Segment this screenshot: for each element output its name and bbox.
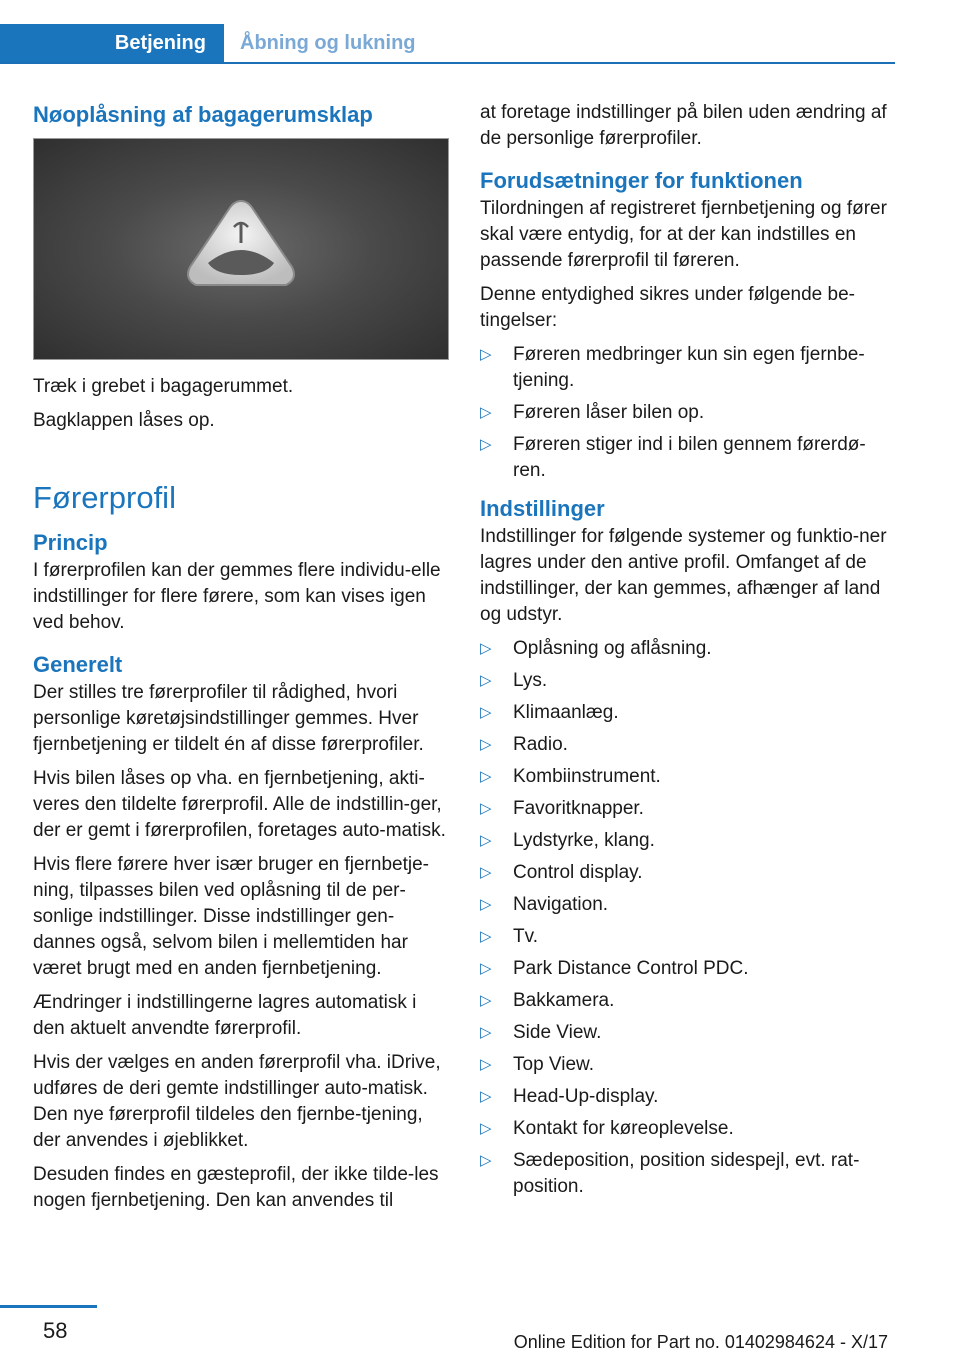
list-item: ▷ Control display. [480,860,895,886]
text-pull-handle: Træk i grebet i bagagerummet. [33,376,294,397]
list-item: ▷ Klimaanlæg. [480,700,895,726]
heading-driver-profile: Førerprofil [33,480,176,515]
triangle-bullet-icon: ▷ [480,1056,492,1073]
triangle-bullet-icon: ▷ [480,992,492,1009]
text-tailgate-unlocks: Bagklappen låses op. [33,410,215,431]
list-item: ▷ Park Distance Control PDC. [480,956,895,982]
list-item: ▷ Oplåsning og aflåsning. [480,636,895,662]
heading-settings: Indstillinger [480,496,605,521]
list-item: ▷ Føreren låser bilen op. [480,400,895,426]
list-item: ▷ Navigation. [480,892,895,918]
text-settings: Indstillinger for følgende systemer og funktio-ner lagres under den antive profil. Omfanget af de indstillinger, der kan gemmes, afhænger af land og udstyr. [480,526,887,625]
conditions-list [480,342,895,484]
text-continuation: at foretage indstillinger på bilen uden ændring af de personlige førerprofiler. [480,102,887,149]
settings-list [480,636,895,1200]
text-principle: I førerprofilen kan der gemmes flere individu-elle indstillinger for flere førere, som kan vises igen ved behov. [33,560,441,633]
section-spacer [33,442,448,478]
triangle-bullet-icon: ▷ [480,1152,492,1169]
left-column [33,100,448,1222]
heading-prerequisites: Forudsætninger for funktionen [480,168,803,193]
text-general-2: Hvis bilen låses op vha. en fjernbetjening, akti-veres den tildelte førerprofil. Alle de indstillin-ger, der er gemt i førerprofilen, foretages auto-matisk. [33,768,446,841]
list-item: ▷ Sædeposition, position sidespejl, evt. rat-position. [480,1150,860,1197]
triangle-bullet-icon: ▷ [480,346,492,363]
text-prerequisites-1: Tilordningen af registreret fjernbetjening og fører skal være entydig, for at der kan indstilles en passende førerprofil til føreren. [480,198,887,271]
list-item: ▷ Top View. [480,1052,895,1078]
text-general-3: Hvis flere førere hver især bruger en fjernbetje-ning, tilpasses bilen ved oplåsning til de per-sonlige indstillinger. Disse indstillinger gen-dannes også, selvom bilen i mellemtiden har været brugt med en anden fjernbetjening. [33,854,429,979]
list-item: ▷ Lydstyrke, klang. [480,828,895,854]
triangle-bullet-icon: ▷ [480,1024,492,1041]
footer-edition: Online Edition for Part no. 01402984624 - X/17 [513,1332,888,1352]
triangle-bullet-icon: ▷ [480,704,492,721]
triangle-bullet-icon: ▷ [480,436,492,453]
tailgate-release-handle-icon [34,139,448,359]
triangle-bullet-icon: ▷ [480,672,492,689]
triangle-bullet-icon: ▷ [480,404,492,421]
triangle-bullet-icon: ▷ [480,896,492,913]
text-general-6: Desuden findes en gæsteprofil, der ikke tilde-les nogen fjernbetjening. Den kan anvendes til [33,1164,439,1211]
list-item: ▷ Radio. [480,732,895,758]
triangle-bullet-icon: ▷ [480,1088,492,1105]
text-prerequisites-2: Denne entydighed sikres under følgende be-tingelser: [480,284,855,331]
tab-betjening[interactable]: Betjening [0,24,224,62]
list-item: ▷ Føreren stiger ind i bilen gennem førerdø-ren. [480,434,866,481]
triangle-bullet-icon: ▷ [480,1120,492,1137]
header-tabbar [0,24,895,64]
text-general-4: Ændringer i indstillingerne lagres automatisk i den aktuelt anvendte førerprofil. [33,992,417,1039]
triangle-bullet-icon: ▷ [480,800,492,817]
heading-principle: Princip [33,530,108,555]
heading-general: Generelt [33,652,123,677]
tab-abning-og-lukning[interactable]: Åbning og lukning [240,31,416,54]
list-item: ▷ Kontakt for køreoplevelse. [480,1116,895,1142]
triangle-bullet-icon: ▷ [480,640,492,657]
triangle-bullet-icon: ▷ [480,832,492,849]
heading-tailgate-release: Nøoplåsning af bagagerumsklap [33,102,373,127]
list-item: ▷ Kombiinstrument. [480,764,895,790]
list-item: ▷ Lys. [480,668,895,694]
footer-accent-line [0,1305,97,1308]
triangle-bullet-icon: ▷ [480,736,492,753]
right-column [480,100,895,1206]
tailgate-release-figure [33,138,449,360]
page-number: 58 [43,1318,68,1343]
triangle-bullet-icon: ▷ [480,864,492,881]
list-item: ▷ Side View. [480,1020,895,1046]
list-item: ▷ Tv. [480,924,895,950]
text-general-1: Der stilles tre førerprofiler til rådighed, hvori personlige køretøjsindstillinger gemmes. Hver fjernbetjening er tildelt én af disse førerprofiler. [33,682,424,755]
list-item: ▷ Bakkamera. [480,988,895,1014]
list-item: ▷ Head-Up-display. [480,1084,895,1110]
triangle-bullet-icon: ▷ [480,768,492,785]
list-item: ▷ Føreren medbringer kun sin egen fjernbe-tjening. [480,344,865,391]
triangle-bullet-icon: ▷ [480,928,492,945]
text-general-5: Hvis der vælges en anden førerprofil vha. iDrive, udføres de deri gemte indstillinger auto-matisk. Den nye førerprofil tildeles den fjernbe-tjening, der anvendes i øjeblikket. [33,1052,441,1151]
list-item: ▷ Favoritknapper. [480,796,895,822]
triangle-bullet-icon: ▷ [480,960,492,977]
